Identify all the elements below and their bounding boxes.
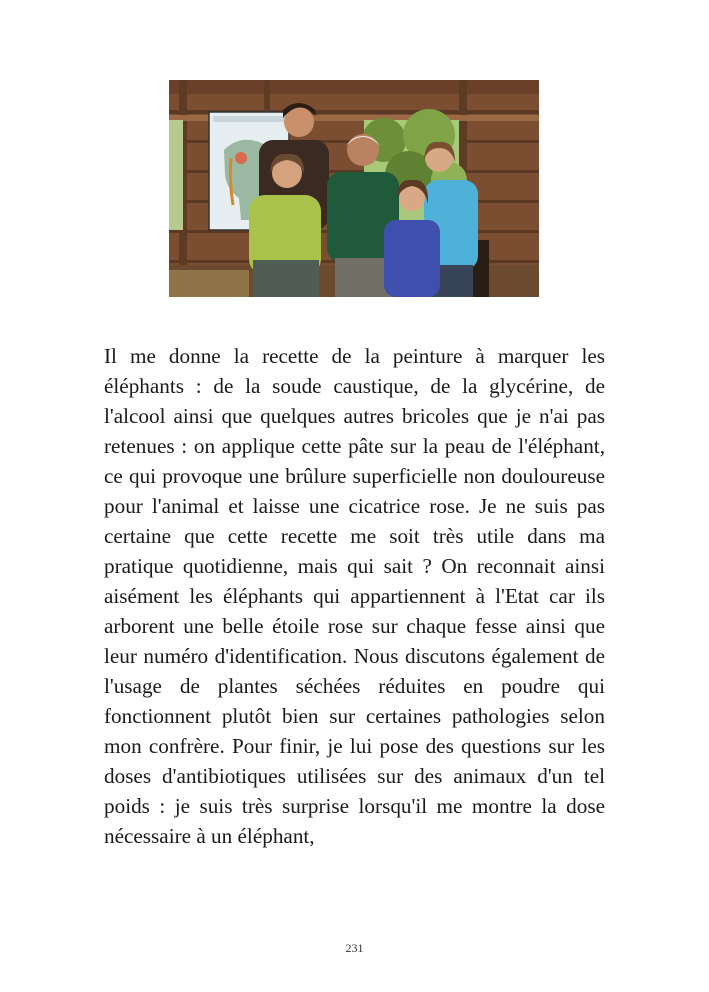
- page-number: 231: [345, 941, 364, 955]
- body-paragraph: Il me donne la recette de la peinture à marquer les éléphants : de la soude caustique, de la glycérine, de l'alcool ainsi que quelques autres bricoles que je n'ai pas retenues : on applique cette pâte sur la peau de l'éléphant, ce qui provoque une brûlure superficielle non douloureuse pour l'animal et laisse une cicatrice rose. Je ne suis pas certaine que cette recette me soit très utile dans ma pratique quotidienne, mais qui sait ? On reconnait ainsi aisément les éléphants qui appartiennent à l'Etat car ils arborent une belle étoile rose sur chaque fesse ainsi que leur numéro d'identification. Nous discutons également de l'usage de plantes séchées réduites en poudre qui fonctionnent plutôt bien sur certaines pathologies selon mon confrère. Pour finir, je lui pose des questions sur les doses d'antibiotiques utilisées sur des animaux d'un tel poids : je suis très surprise lorsqu'il me montre la dose nécessaire à un éléphant,: [104, 344, 605, 848]
- family-photo: [169, 80, 539, 297]
